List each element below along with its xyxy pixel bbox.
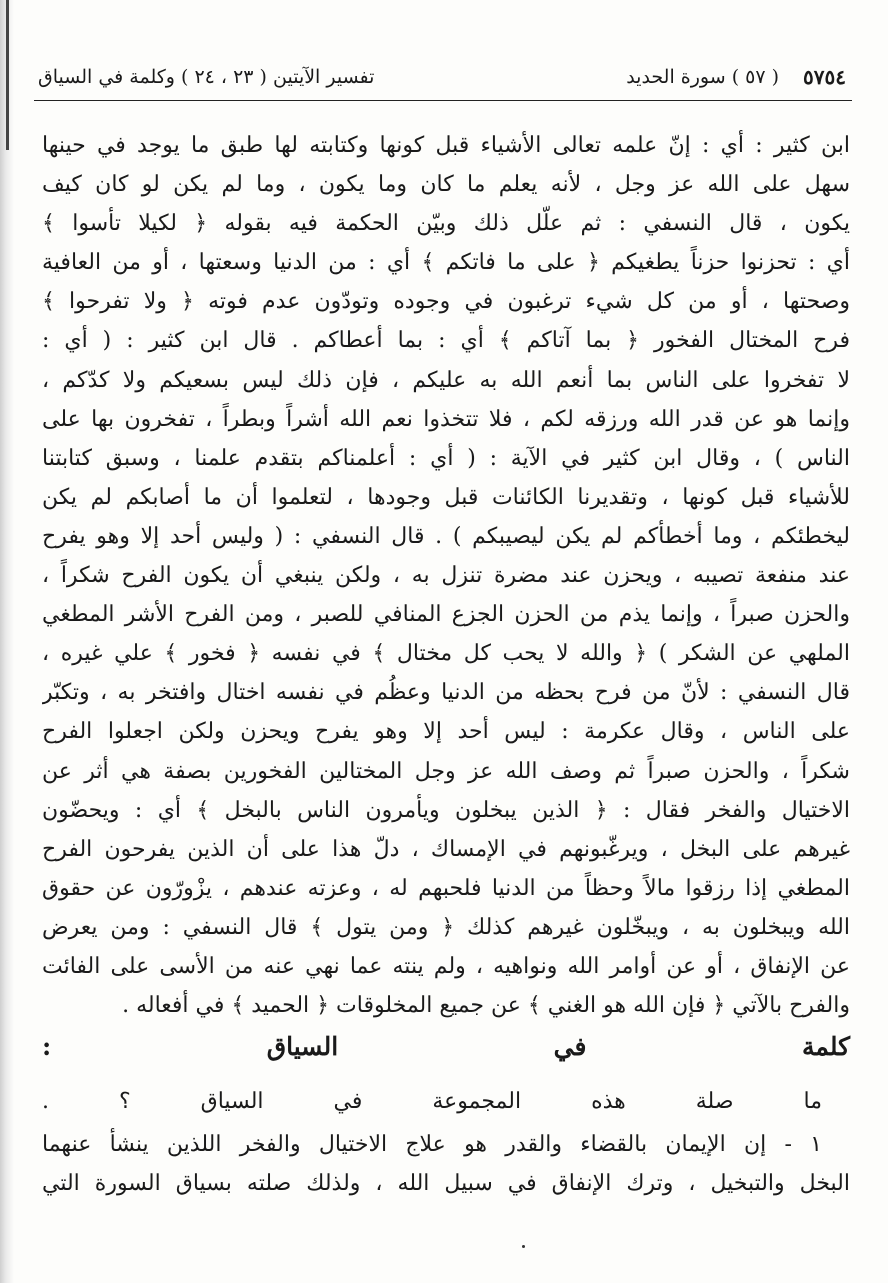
body-line: ليخطئكم ، وما أخطأكم لم يكن ليصيبكم ) . قال النسفي : ( وليس أحد إلا وهو يفرح	[42, 523, 850, 549]
spine-mark	[6, 0, 9, 150]
running-title: تفسير الآيتين ( ٢٣ ، ٢٤ ) وكلمة في السياق	[38, 66, 375, 88]
body-line: والحزن صبراً ، وإنما يذم من الحزن الجزع المنافي للصبر ، ومن الفرح الأشر المطغي	[42, 602, 850, 628]
body-line: أي : تحزنوا حزناً يطغيكم ﴿ على ما فاتكم ﴾ أي : من الدنيا وسعتها ، أو من العافية	[42, 250, 850, 276]
body-line: يكون ، قال النسفي : ثم علّل ذلك وبيّن الحكمة فيه بقوله ﴿ لكيلا تأسوا ﴾	[42, 211, 850, 237]
body-line: لا تفخروا على الناس بما أنعم الله به عليكم ، فإن ذلك ليس بسعيكم ولا كدّكم ،	[42, 367, 850, 393]
body-line: وصحتها ، أو من كل شيء ترغبون في وجوده وتودّون عدم فوته ﴿ ولا تفرحوا ﴾	[42, 289, 850, 315]
body-line: للأشياء قبل كونها ، وتقديرنا الكائنات قبل وجودها ، لتعلموا أن ما أصابكم لم يكن	[42, 484, 850, 510]
body-line: ابن كثير : أي : إنّ علمه تعالى الأشياء قبل كونها وكتابته لها طبق ما يوجد في حينها	[42, 133, 850, 158]
body-line: الاختيال والفخر فقال : ﴿ الذين يبخلون ويأمرون الناس بالبخل ﴾ أي : ويحضّون	[42, 797, 850, 823]
body-line: على الناس ، وقال عكرمة : ليس أحد إلا وهو يفرح ويحزن ولكن اجعلوا الفرح	[42, 719, 850, 745]
body-line: عن الإنفاق ، أو عن أوامر الله ونواهيه ، ولم ينته عما نهي عنه من الأسى على الفائت	[42, 953, 850, 979]
body-line: وإنما هو عن قدر الله ورزقه لكم ، فلا تتخذوا نعم الله أشراً وبطراً ، تفخرون بها على	[42, 406, 850, 432]
page-number: ٥٧٥٤	[803, 65, 846, 89]
body-line: فرح المختال الفخور ﴿ بما آتاكم ﴾ أي : بما أعطاكم . قال ابن كثير : ( أي :	[42, 328, 850, 354]
page-header	[38, 62, 846, 92]
section-heading: كلمة في السياق :	[42, 1032, 850, 1062]
body-line: قال النسفي : لأنّ من فرح بحظه من الدنيا وعظُم في نفسه اختال وافتخر به ، وتكبّر	[42, 680, 850, 706]
body-line: غيرهم على البخل ، ويرغّبونهم في الإمساك ، دلّ هذا على أن الذين يفرحون الفرح	[42, 836, 850, 862]
body-line: المطغي إذا رزقوا مالاً وحظاً من الدنيا فلحبهم له ، وعزته عندهم ، يزْورّون عن حقوق	[42, 875, 850, 901]
body-line: سهل على الله عز وجل ، لأنه يعلم ما كان وما يكون ، وما لم يكن لو كان كيف	[42, 172, 850, 198]
body-line: شكراً ، والحزن صبراً ثم وصف الله عز وجل المختالين الفخورين بصفة هي أثر عن	[42, 758, 850, 784]
spacer	[42, 1069, 850, 1079]
header-rule	[34, 100, 852, 101]
point-line: البخل والتبخيل ، وترك الإنفاق في سبيل الله ، ولذلك صلته بسياق السورة التي	[42, 1171, 850, 1197]
body-line: الناس ) ، وقال ابن كثير في الآية : ( أي : أعلمناكم بتقدم علمنا ، وسبق كتابتنا	[42, 445, 850, 471]
context-question: ما صلة هذه المجموعة في السياق ؟ .	[42, 1089, 822, 1115]
body-line: الله ويبخلون به ، ويبخّلون غيرهم كذلك ﴿ ومن يتول ﴾ قال النسفي : ومن يعرض	[42, 914, 850, 940]
body-line: والفرح بالآتي ﴿ فإن الله هو الغني ﴾ عن جميع المخلوقات ﴿ الحميد ﴾ في أفعاله .	[122, 993, 850, 1019]
surah-name: ( ٥٧ ) سورة الحديد	[626, 66, 780, 88]
page-speck	[522, 1245, 525, 1248]
page-spine-shadow	[0, 0, 14, 1283]
page-content	[42, 126, 850, 1203]
body-line: الملهي عن الشكر ) ﴿ والله لا يحب كل مختال ﴾ في نفسه ﴿ فخور ﴾ علي غيره ،	[42, 641, 850, 667]
point-line: ١ - إن الإيمان بالقضاء والقدر هو علاج الاختيال والفخر اللذين ينشأ عنهما	[42, 1132, 822, 1158]
body-line: عند منفعة تصيبه ، ويحزن عند مضرة تنزل به ، ولكن ينبغي أن يكون الفرح شكراً ،	[42, 563, 850, 589]
